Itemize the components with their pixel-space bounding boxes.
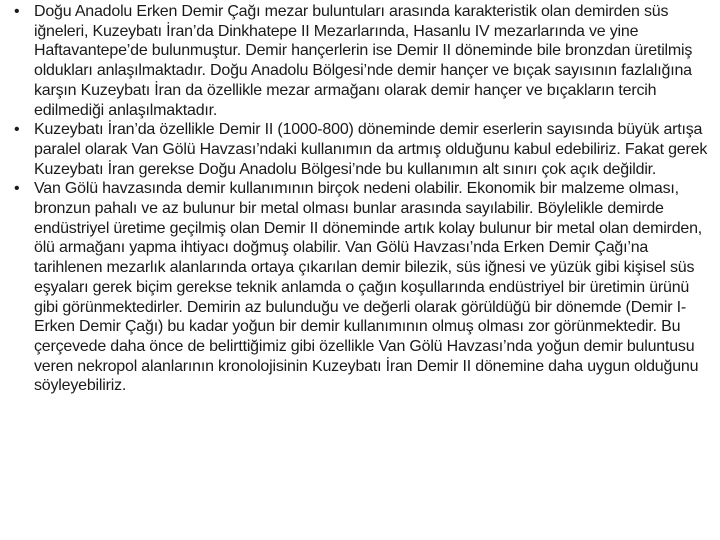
- bullet-text-2: Kuzeybatı İran’da özellikle Demir II (1000-800) döneminde demir eserlerin sayısında büyük artışa paralel olarak Van Gölü Havzası’ndaki kullanımın da artmış olduğunu kabul edebiliriz. Fakat gerek Kuzeybatı İran gerekse Doğu Anadolu Bölgesi’nde bu kullanımın alt sınırı çok açık değildir.: [34, 121, 708, 178]
- bullet-item-3: [14, 179, 714, 396]
- bullet-dot: •: [14, 3, 20, 20]
- bullet-list: [14, 2, 714, 396]
- bullet-text-3: Van Gölü havzasında demir kullanımının birçok nedeni olabilir. Ekonomik bir malzeme olması, bronzun pahalı ve az bulunur bir metal olması bunlar arasında sayılabilir. Böylelikle demirde endüstriyel üretime geçilmiş olan Demir II döneminde artık kolay bulunur bir metal olan demirden, ölü armağanı yapma ihtiyacı doğmuş olabilir. Van Gölü Havzası’nda Erken Demir Çağı’na tarihlenen mezarlık alanlarında ortaya çıkarılan demir bilezik, süs iğnesi ve yüzük gibi kişisel süs eşyaları gerek biçim gerekse teknik anlamda o çağın koşullarında endüstriyel bir üretimin ürünü gibi görünmektedirler. Demirin az bulunduğu ve değerli olarak görüldüğü bir dönemde (Demir I-Erken Demir Çağı) bu kadar yoğun bir demir kullanımının olmuş olması zor görünmektedir. Bu çerçevede daha önce de belirttiğimiz gibi özellikle Van Gölü Havzası’nda yoğun demir buluntusu veren nekropol alanlarının kronolojisinin Kuzeybatı İran Demir II dönemine daha uygun olduğunu söyleyebiliriz.: [34, 180, 703, 395]
- bullet-dot: •: [14, 121, 20, 139]
- bullet-text-1: Doğu Anadolu Erken Demir Çağı mezar buluntuları arasında karakteristik olan demirden süs iğneleri, Kuzeybatı İran’da Dinkhatepe II Mezarlarında, Hasanlu IV mezarlarında ve yine Haftavantepe’de bulunmuştur. Demir hançerlerin ise Demir II döneminde bile bronzdan üretilmiş oldukları anlaşılmaktadır. Doğu Anadolu Bölgesi’nde demir hançer ve bıçak sayısının fazlalığına karşın Kuzeybatı İran da özellikle mezar armağanı olarak demir hançer ve bıçakların tercih edilmediği anlaşılmaktadır.: [34, 3, 693, 119]
- bullet-item-2: [14, 120, 714, 179]
- bullet-item-1: [14, 2, 714, 120]
- bullet-dot: •: [14, 180, 20, 198]
